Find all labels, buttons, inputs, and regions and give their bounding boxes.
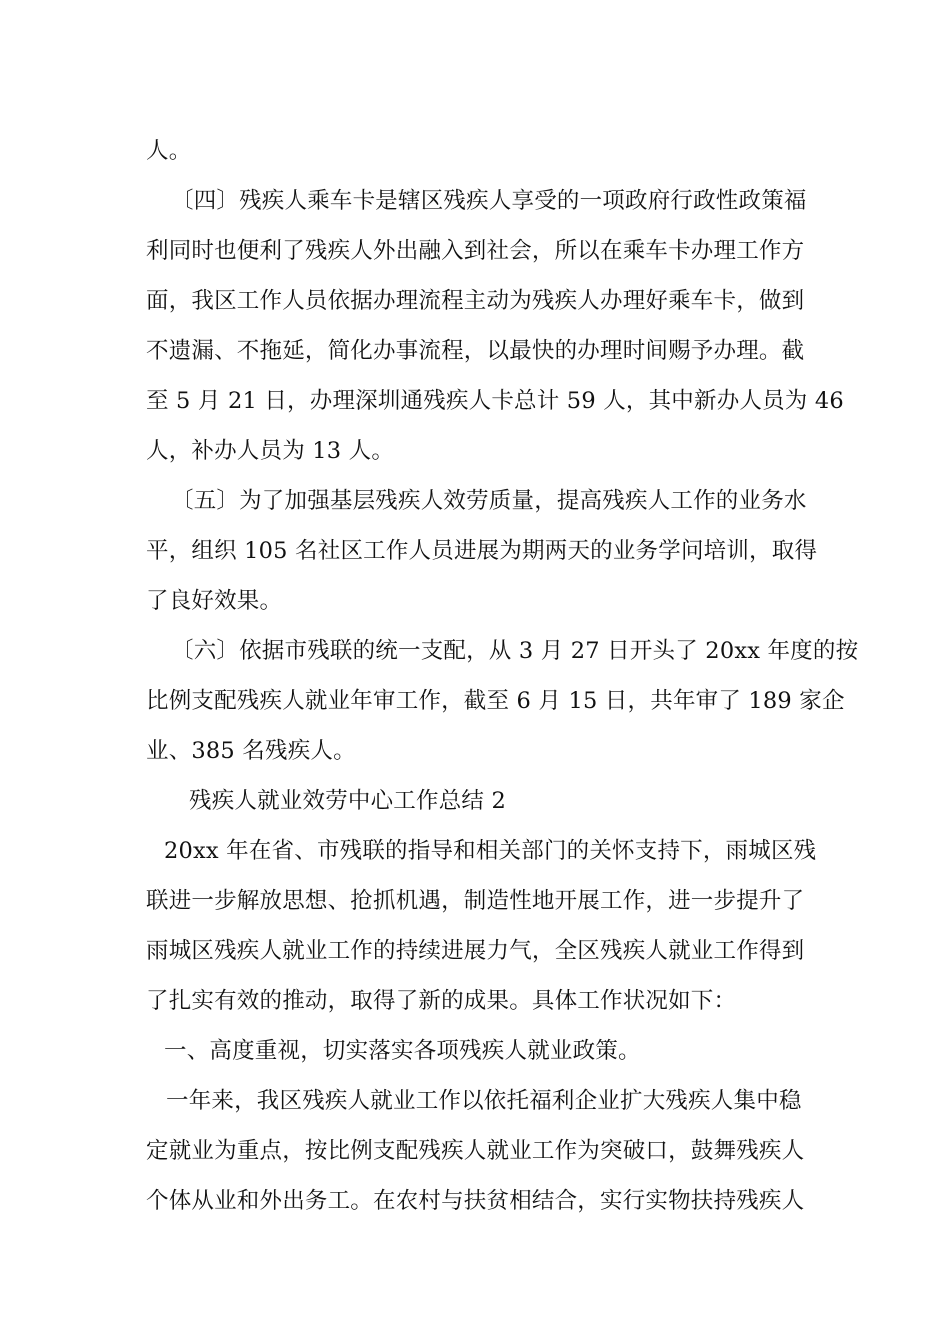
paragraph-4-line: 不遗漏、不拖延，简化办事流程，以最快的办理时间赐予办理。截 bbox=[146, 338, 805, 364]
intro-paragraph-line: 20xx 年在省、市残联的指导和相关部门的关怀支持下，雨城区残 bbox=[164, 838, 817, 864]
paragraph-5-line: 〔五〕为了加强基层残疾人效劳质量，提高残疾人工作的业务水 bbox=[171, 488, 807, 514]
body-paragraph-line: 一年来，我区残疾人就业工作以依托福利企业扩大残疾人集中稳 bbox=[166, 1088, 802, 1114]
paragraph-4-line: 〔四〕残疾人乘车卡是辖区残疾人享受的一项政府行政性政策福 bbox=[171, 188, 807, 214]
intro-paragraph-line: 雨城区残疾人就业工作的持续进展力气，全区残疾人就业工作得到 bbox=[146, 938, 805, 964]
paragraph-6-line: 业、385 名残疾人。 bbox=[146, 738, 356, 764]
body-paragraph-line: 个体从业和外出务工。在农村与扶贫相结合，实行实物扶持残疾人 bbox=[146, 1188, 805, 1214]
paragraph-5-line: 了良好效果。 bbox=[146, 588, 283, 614]
intro-paragraph-line: 了扎实有效的推动，取得了新的成果。具体工作状况如下： bbox=[146, 988, 737, 1014]
body-paragraph-line: 定就业为重点，按比例支配残疾人就业工作为突破口，鼓舞残疾人 bbox=[146, 1138, 805, 1164]
paragraph-6-line: 〔六〕依据市残联的统一支配，从 3 月 27 日开头了 20xx 年度的按 bbox=[171, 638, 859, 664]
paragraph-4-line: 面，我区工作人员依据办理流程主动为残疾人办理好乘车卡，做到 bbox=[146, 288, 805, 314]
paragraph-4-line: 利同时也便利了残疾人外出融入到社会，所以在乘车卡办理工作方 bbox=[146, 238, 805, 264]
paragraph-4-line: 人，补办人员为 13 人。 bbox=[146, 438, 395, 464]
section-heading: 残疾人就业效劳中心工作总结 2 bbox=[189, 788, 506, 814]
text-line: 人。 bbox=[146, 138, 192, 164]
intro-paragraph-line: 联进一步解放思想、抢抓机遇，制造性地开展工作，进一步提升了 bbox=[146, 888, 805, 914]
subheading-1: 一、高度重视，切实落实各项残疾人就业政策。 bbox=[164, 1038, 641, 1064]
paragraph-4-line: 至 5 月 21 日，办理深圳通残疾人卡总计 59 人，其中新办人员为 46 bbox=[146, 388, 844, 414]
paragraph-5-line: 平，组织 105 名社区工作人员进展为期两天的业务学问培训，取得 bbox=[146, 538, 818, 564]
paragraph-6-line: 比例支配残疾人就业年审工作，截至 6 月 15 日，共年审了 189 家企 bbox=[146, 688, 845, 714]
